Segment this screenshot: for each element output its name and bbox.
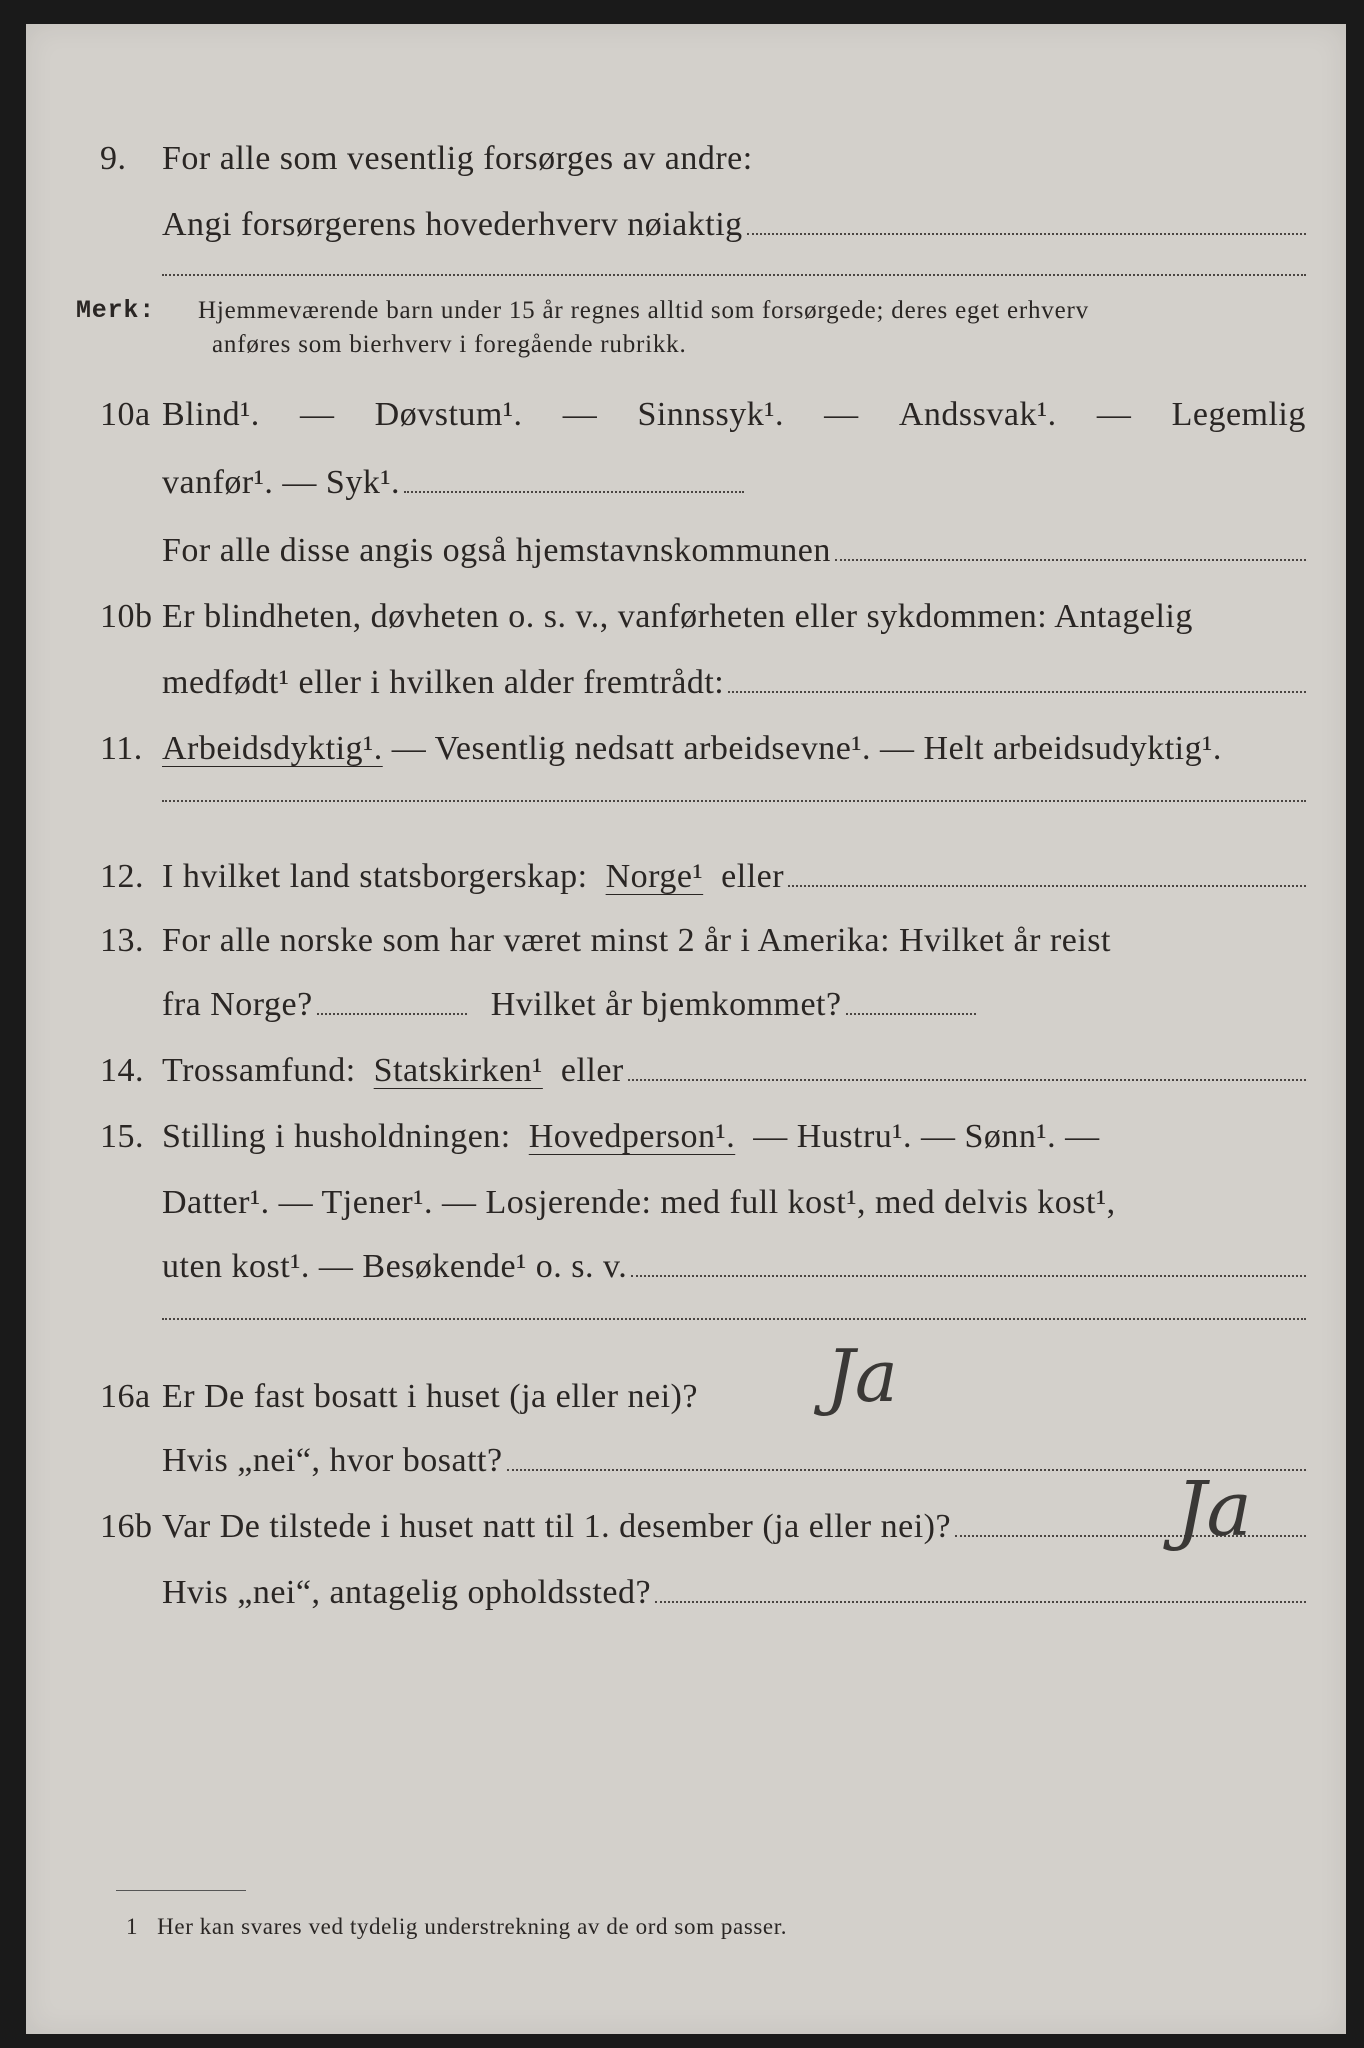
merk-label: Merk:	[76, 296, 156, 325]
q15-text3: uten kost¹. — Besøkende¹ o. s. v.	[162, 1248, 628, 1285]
q9-text2: Angi forsørgerens hovederhverv nøiaktig	[162, 206, 743, 243]
q16b-text1: Var De tilstede i huset natt til 1. desember (ja eller nei)?	[162, 1508, 952, 1545]
q10a-number: 10a	[100, 396, 151, 433]
q12-answer-line[interactable]	[788, 884, 1306, 887]
q16b-line2	[26, 1574, 1346, 1622]
footnote	[126, 1914, 787, 1940]
q10a-opt-sinnssyk: Sinnssyk¹.	[637, 396, 784, 433]
footnote-text: Her kan svares ved tydelig understrekning av de ord som passer.	[157, 1914, 788, 1939]
dash: —	[299, 396, 335, 433]
dash: —	[1096, 396, 1132, 433]
q10a-text3: For alle disse angis også hjemstavnskommunen	[162, 532, 831, 569]
q13-reist-label: fra Norge?	[162, 986, 313, 1023]
q14-answer-line[interactable]	[628, 1078, 1306, 1081]
q16b-opholdssted-line[interactable]	[655, 1600, 1306, 1603]
q13-line2	[26, 986, 1346, 1034]
q16b-answer-line[interactable]	[955, 1534, 1306, 1537]
q13-number: 13.	[100, 922, 144, 959]
q11-line	[26, 730, 1346, 778]
census-form-page	[26, 24, 1346, 2034]
q10a-opt-andssvak: Andssvak¹.	[898, 396, 1057, 433]
q10a-opt-legemlig: Legemlig	[1171, 396, 1306, 433]
q15-text2: Datter¹. — Tjener¹. — Losjerende: med full kost¹, med delvis kost¹,	[162, 1184, 1116, 1221]
q13-text1: For alle norske som har været minst 2 år i Amerika: Hvilket år reist	[162, 922, 1111, 959]
q16a-handwritten-answer: Ja	[826, 1334, 898, 1418]
q11-rest: — Vesentlig nedsatt arbeidsevne¹. — Helt arbeidsudyktig¹.	[391, 730, 1222, 767]
q10b-line2	[26, 664, 1346, 712]
footnote-mark: 1	[126, 1914, 139, 1939]
q15-answer-line-2[interactable]	[162, 1318, 1306, 1320]
q14-answer-statskirken: Statskirken¹	[373, 1052, 543, 1089]
q10a-options	[162, 396, 1306, 434]
q14-number: 14.	[100, 1052, 144, 1089]
q10a-answer-line[interactable]	[404, 490, 744, 493]
dash: —	[562, 396, 598, 433]
q10a-kommune-line[interactable]	[835, 558, 1306, 561]
q16b-line1	[26, 1508, 1346, 1556]
q12-text: I hvilket land statsborgerskap:	[162, 858, 588, 895]
q10a-opt-blind: Blind¹.	[162, 396, 260, 433]
q9-number: 9.	[100, 140, 127, 177]
q15-line2	[26, 1184, 1346, 1232]
q13-hjem-line[interactable]	[846, 1012, 976, 1015]
q10b-text2: medfødt¹ eller i hvilken alder fremtrådt:	[162, 664, 725, 701]
q16b-handwritten-answer: Ja	[1176, 1464, 1252, 1553]
q15-text1: Stilling i husholdningen:	[162, 1118, 511, 1155]
q10b-text1: Er blindheten, døvheten o. s. v., vanførheten eller sykdommen: Antagelig	[162, 598, 1193, 635]
q10b-number: 10b	[100, 598, 153, 635]
q11-opt-arbeidsdyktig: Arbeidsdyktig¹.	[162, 730, 383, 767]
q16b-number: 16b	[100, 1508, 153, 1545]
q16a-text2: Hvis „nei“, hvor bosatt?	[162, 1442, 503, 1479]
q13-line1	[26, 922, 1346, 970]
q10a-text2: vanfør¹. — Syk¹.	[162, 464, 401, 501]
q16b-text2: Hvis „nei“, antagelig opholdssted?	[162, 1574, 652, 1611]
q9-line2	[26, 206, 1346, 254]
q9-answer-line[interactable]	[747, 232, 1306, 235]
q13-hjem-label: Hvilket år bjemkommet?	[490, 986, 842, 1023]
q12-number: 12.	[100, 858, 144, 895]
q10b-answer-line[interactable]	[728, 690, 1306, 693]
q11-number: 11.	[100, 730, 143, 767]
footnote-rule	[116, 1890, 246, 1891]
q15-number: 15.	[100, 1118, 144, 1155]
q15-text1-rest: — Hustru¹. — Sønn¹. —	[753, 1118, 1100, 1155]
q9-text1: For alle som vesentlig forsørges av andre:	[162, 140, 753, 177]
q14-eller: eller	[560, 1052, 624, 1089]
q16a-number: 16a	[100, 1378, 151, 1415]
q15-line1	[26, 1118, 1346, 1166]
q12-answer-norge: Norge¹	[605, 858, 704, 895]
q9-line1	[26, 140, 1346, 188]
q14-text: Trossamfund:	[162, 1052, 356, 1089]
q10a-line3	[26, 532, 1346, 580]
q14-line	[26, 1052, 1346, 1100]
q10a-opt-dovstum: Døvstum¹.	[374, 396, 523, 433]
q10b-line1	[26, 598, 1346, 646]
q10a-line1	[26, 396, 1346, 444]
q11-answer-line[interactable]	[162, 800, 1306, 802]
q15-answer-hovedperson: Hovedperson¹.	[528, 1118, 736, 1155]
q10a-line2	[26, 464, 1346, 512]
q9-answer-line-2[interactable]	[162, 274, 1306, 276]
merk-text1: Hjemmeværende barn under 15 år regnes alltid som forsørgede; deres eget erhverv	[198, 297, 1089, 324]
q13-reist-line[interactable]	[317, 1012, 467, 1015]
q15-answer-line[interactable]	[631, 1274, 1306, 1277]
q16a-line2	[26, 1442, 1346, 1490]
q12-eller: eller	[721, 858, 785, 895]
q16a-line1	[26, 1378, 1346, 1426]
q16a-text1: Er De fast bosatt i huset (ja eller nei)?	[162, 1378, 698, 1415]
q12-line	[26, 858, 1346, 906]
dash: —	[824, 396, 859, 433]
q15-line3	[26, 1248, 1346, 1296]
merk-text2: anføres som bierhverv i foregående rubrikk.	[212, 331, 687, 358]
